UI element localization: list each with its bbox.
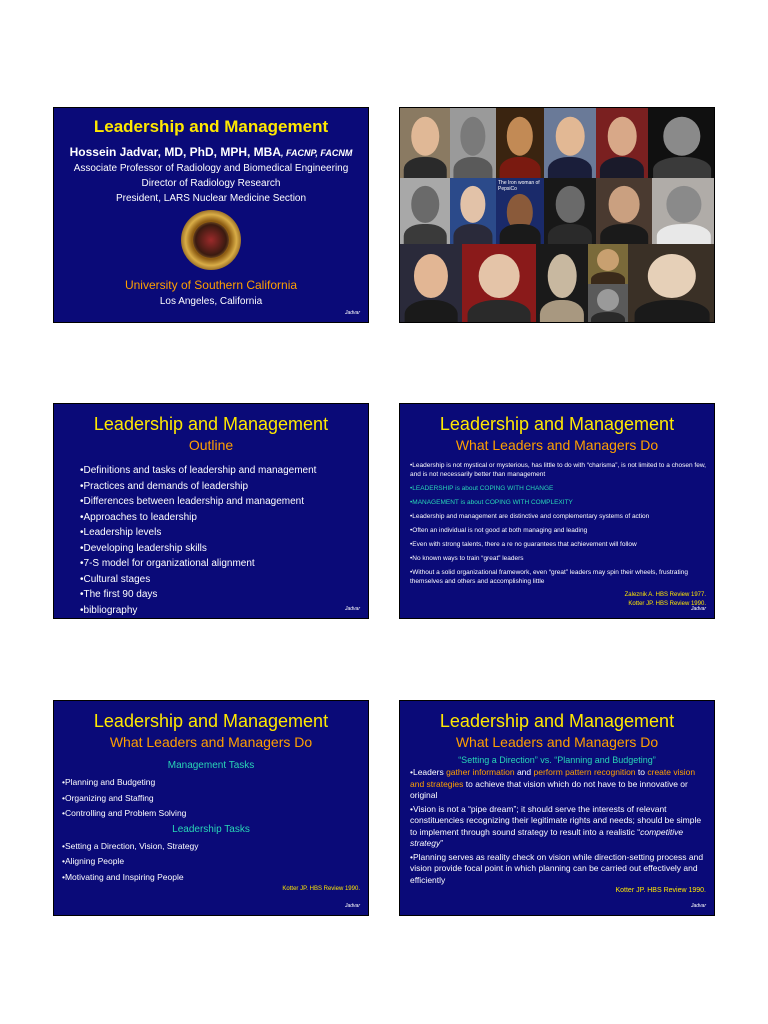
portrait-photo bbox=[596, 108, 648, 178]
management-task-list bbox=[62, 775, 368, 822]
list-item: •Motivating and Inspiring People bbox=[62, 871, 184, 882]
slide-subheading: What Leaders and Managers Do bbox=[455, 734, 659, 750]
slide-footer: Jadvar bbox=[690, 903, 706, 909]
list-item: •Differences between leadership and management bbox=[80, 496, 305, 507]
slide-footer: Jadvar bbox=[344, 310, 360, 316]
photo-caption: The Iron woman of PepsiCo bbox=[498, 180, 540, 192]
list-item: •Often an individual is not good at both managing and leading bbox=[410, 527, 588, 534]
portrait-photo bbox=[450, 178, 496, 244]
list-item: •Leadership is not mystical or mysterious, has little to do with “charisma”, is not limited to a chosen few, and is not necessarily better than management bbox=[410, 462, 706, 478]
portrait-collage bbox=[400, 108, 715, 323]
slide-subheading: What Leaders and Managers Do bbox=[455, 437, 659, 453]
list-item: •Leadership levels bbox=[80, 527, 162, 538]
list-item: •Planning and Budgeting bbox=[62, 777, 156, 787]
paragraph: •Vision is not a “pipe dream”; it should serve the interests of relevant constituencies recognizing their legitimate rights and needs; should be simple to implement through sound strategy to result into a realistic “competitive strategy” bbox=[410, 803, 702, 848]
university-seal-icon bbox=[181, 210, 241, 270]
list-item: •The first 90 days bbox=[80, 589, 158, 600]
portrait-photo bbox=[628, 244, 715, 323]
slide-heading: Leadership and Management bbox=[439, 711, 675, 731]
portrait-photo bbox=[648, 108, 715, 178]
list-item: •LEADERSHIP is about COPING WITH CHANGE bbox=[410, 485, 554, 492]
list-item: •Aligning People bbox=[62, 856, 125, 866]
list-item: •No known ways to train “great” leaders bbox=[410, 555, 524, 562]
list-item: •Cultural stages bbox=[80, 573, 151, 585]
list-item: •Setting a Direction, Vision, Strategy bbox=[62, 840, 199, 851]
author-title-3: President, LARS Nuclear Medicine Section bbox=[115, 193, 307, 204]
slide-footer: Jadvar bbox=[344, 903, 360, 909]
list-item: •Organizing and Staffing bbox=[62, 792, 154, 803]
slide-title-heading: Leadership and Management bbox=[93, 117, 329, 136]
author-name: Hossein Jadvar, MD, PhD, MPH, MBA, FACNP, FACNM bbox=[69, 145, 353, 159]
portrait-photo bbox=[400, 178, 450, 244]
portrait-photo bbox=[462, 244, 536, 323]
portrait-photo bbox=[588, 284, 628, 323]
list-item: •Approaches to leadership bbox=[80, 511, 197, 523]
slide-direction-vs-planning bbox=[399, 700, 715, 916]
list-item: •7-S model for organizational alignment bbox=[80, 558, 255, 569]
list-item: •Definitions and tasks of leadership and management bbox=[80, 465, 317, 476]
reference: Kotter JP. HBS Review 1990. bbox=[282, 886, 360, 892]
author-title-2: Director of Radiology Research bbox=[141, 178, 281, 189]
slide-leaders-collage bbox=[399, 107, 715, 323]
section-heading-management: Management Tasks bbox=[167, 760, 255, 771]
portrait-photo bbox=[588, 244, 628, 284]
university-name: University of Southern California bbox=[124, 278, 298, 292]
list-item: •Developing leadership skills bbox=[80, 542, 207, 554]
portrait-photo bbox=[544, 178, 596, 244]
slide-footer: Jadvar bbox=[690, 606, 706, 612]
list-item: •Leadership and management are distinctive and complementary systems of action bbox=[410, 513, 650, 520]
paragraph: •Leaders gather information and perform pattern recognition to create vision and strategies to achieve that vision which do not have to be innovative or original bbox=[410, 767, 696, 800]
bullet-list bbox=[410, 461, 708, 586]
university-city: Los Angeles, California bbox=[159, 296, 263, 307]
comparison-heading: “Setting a Direction” vs. “Planning and Budgeting” bbox=[458, 755, 656, 765]
slide-what-leaders-do bbox=[399, 403, 715, 619]
paragraph: •Planning serves as reality check on vision while direction-setting process and vision provide focal point in which planning can be carried out effectively and efficiently bbox=[410, 851, 704, 885]
list-item: •bibliography bbox=[80, 604, 138, 616]
portrait-photo bbox=[544, 108, 596, 178]
slide-footer: Jadvar bbox=[344, 606, 360, 612]
portrait-photo bbox=[652, 178, 715, 244]
slide-subheading: What Leaders and Managers Do bbox=[109, 734, 313, 750]
list-item: •Controlling and Problem Solving bbox=[62, 808, 187, 818]
list-item: •MANAGEMENT is about COPING WITH COMPLEXITY bbox=[410, 499, 573, 506]
section-heading-leadership: Leadership Tasks bbox=[172, 823, 250, 835]
slide-subheading: Outline bbox=[188, 437, 234, 453]
portrait-photo bbox=[496, 178, 544, 244]
author-title-1: Associate Professor of Radiology and Biomedical Engineering bbox=[73, 163, 349, 174]
leadership-task-list bbox=[62, 839, 368, 886]
reference: Kotter JP. HBS Review 1990. bbox=[615, 887, 706, 894]
portrait-photo bbox=[596, 178, 652, 244]
list-item: •Even with strong talents, there a re no guarantees that achievement will follow bbox=[410, 541, 637, 548]
portrait-photo bbox=[496, 108, 544, 178]
reference: Zaleznik A. HBS Review 1977. bbox=[624, 592, 706, 598]
slide-heading: Leadership and Management bbox=[439, 414, 675, 434]
reference: Kotter JP. HBS Review 1990. bbox=[628, 601, 706, 607]
slide-heading: Leadership and Management bbox=[93, 414, 329, 434]
portrait-photo bbox=[400, 244, 462, 323]
outline-list bbox=[80, 463, 368, 618]
portrait-photo bbox=[400, 108, 450, 178]
list-item: •Practices and demands of leadership bbox=[80, 480, 249, 492]
slide-heading: Leadership and Management bbox=[93, 711, 329, 731]
slide-title bbox=[53, 107, 369, 323]
portrait-photo bbox=[450, 108, 496, 178]
portrait-photo bbox=[536, 244, 588, 323]
slide-outline bbox=[53, 403, 369, 619]
slide-tasks bbox=[53, 700, 369, 916]
list-item: •Without a solid organizational framework, even “great” leaders may spin their wheels, frustrating themselves and others and accomplishing little bbox=[410, 569, 688, 585]
